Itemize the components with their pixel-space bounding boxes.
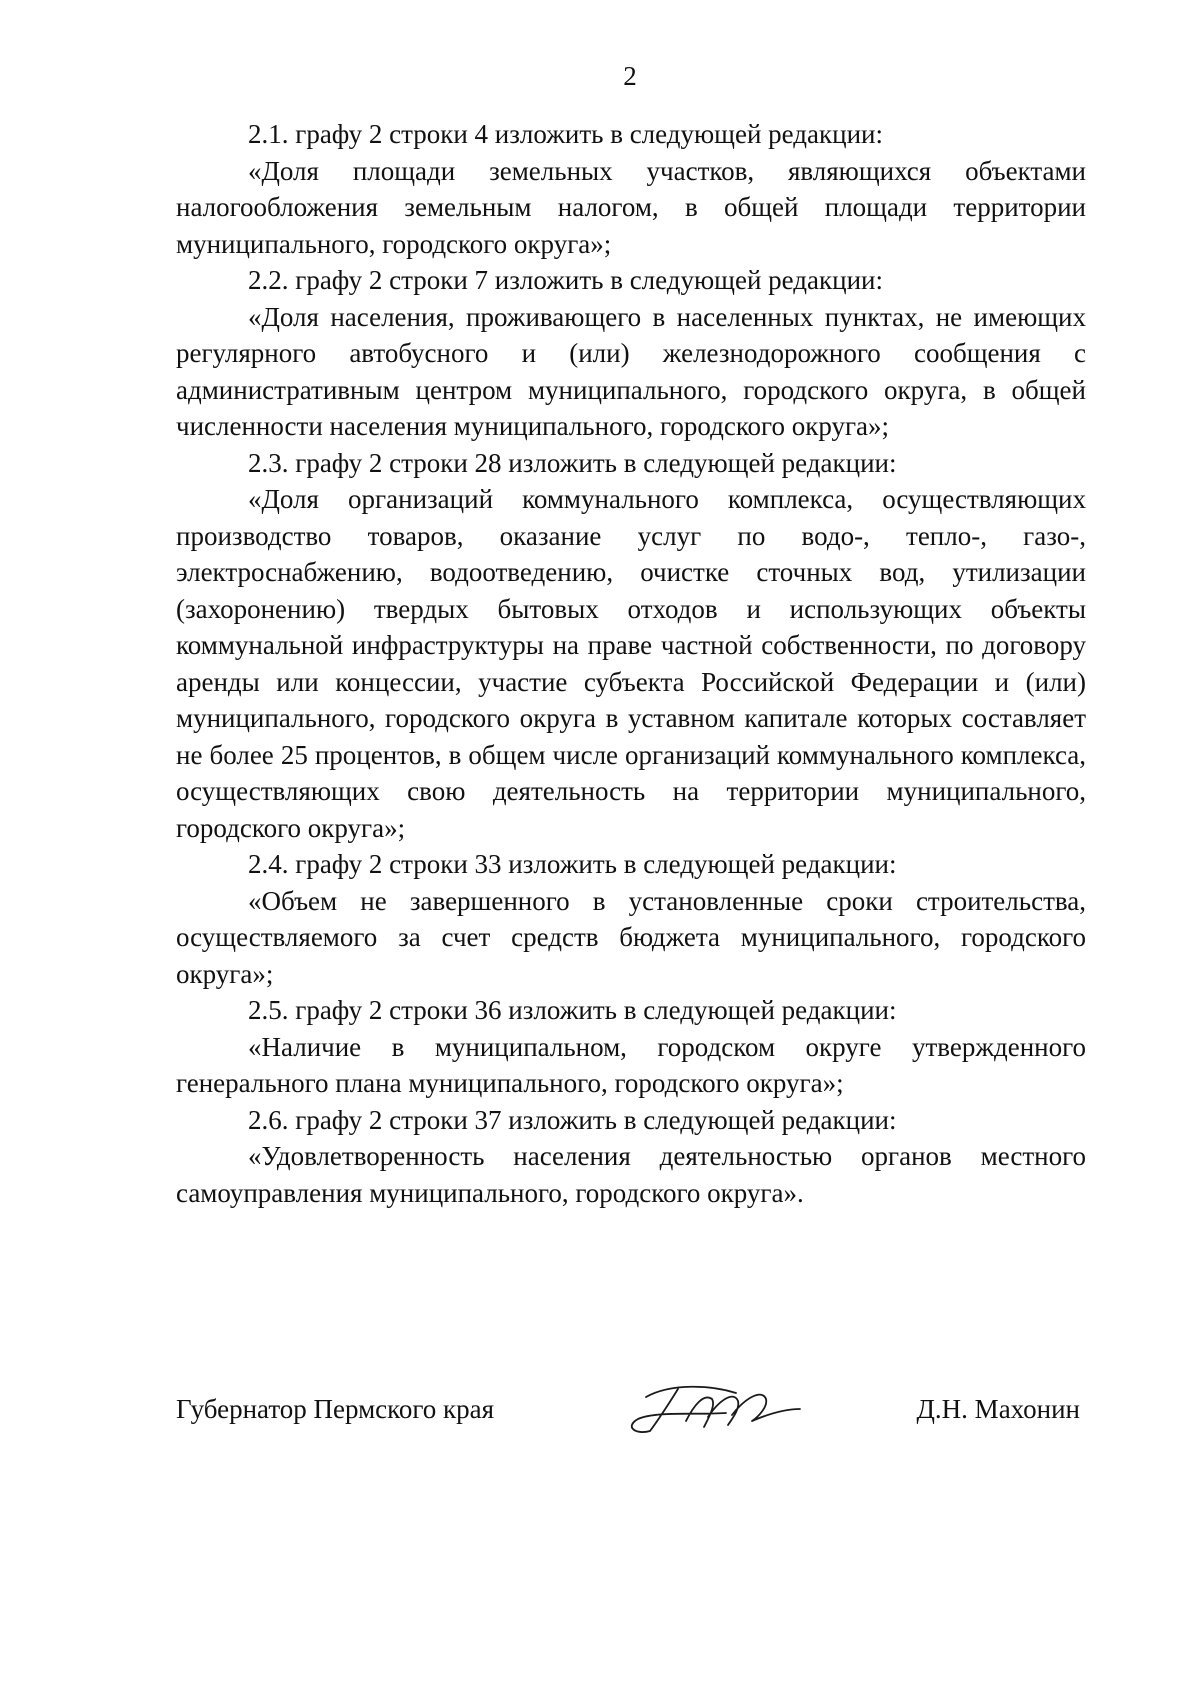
amendment-2-6-heading: 2.6. графу 2 строки 37 изложить в следующей редакции: <box>248 1104 897 1135</box>
amendment-2-5-text: «Наличие в муниципальном, городском округе утвержденного генерального плана муниципального, городского округа»; <box>176 1031 1086 1098</box>
amendment-2-4-text: «Объем не завершенного в установленные сроки строительства, осуществляемого за счет средств бюджета муниципального, городского округа»; <box>176 885 1086 989</box>
amendment-2-1-text: «Доля площади земельных участков, являющихся объектами налогообложения земельным налогом, в общей площади территории муниципального, городского округа»; <box>176 155 1086 259</box>
signature-block <box>176 1385 1086 1455</box>
signatory-position: Губернатор Пермского края <box>176 1394 495 1424</box>
amendment-2-3-heading: 2.3. графу 2 строки 28 изложить в следующей редакции: <box>248 447 897 478</box>
handwritten-signature-image <box>616 1375 816 1445</box>
amendment-2-2-text: «Доля населения, проживающего в населенных пунктах, не имеющих регулярного автобусного и (или) железнодорожного сообщения с административным центром муниципального, городского округа, в общей численности населения муниципального, городского округа»; <box>176 301 1086 441</box>
amendment-2-6-text: «Удовлетворенность населения деятельностью органов местного самоуправления муниципального, городского округа». <box>176 1141 1086 1208</box>
amendment-2-4-heading: 2.4. графу 2 строки 33 изложить в следующей редакции: <box>248 849 897 879</box>
document-body <box>176 116 1086 1211</box>
page-number: 2 <box>623 61 637 91</box>
amendment-2-3-text: «Доля организаций коммунального комплекса, осуществляющих производство товаров, оказание услуг по водо-, тепло-, газо-, электроснабжению, водоотведению, очистке сточных вод, утилизации (захоронению) твердых бытовых отходов и использующих объекты коммунальной инфраструктуры на праве частной собственности, по договору аренды или концессии, участие субъекта Российской Федерации и (или) муниципального, городского округа в уставном капитале которых составляет не более 25 процентов, в общем числе организаций коммунального комплекса, осуществляющих свою деятельность на территории муниципального, городского округа»; <box>176 484 1086 843</box>
amendment-2-5-heading: 2.5. графу 2 строки 36 изложить в следующей редакции: <box>248 995 897 1025</box>
amendment-2-2-heading: 2.2. графу 2 строки 7 изложить в следующей редакции: <box>248 265 883 295</box>
amendment-2-1-heading: 2.1. графу 2 строки 4 изложить в следующей редакции: <box>248 119 883 149</box>
signatory-name: Д.Н. Махонин <box>916 1394 1080 1424</box>
